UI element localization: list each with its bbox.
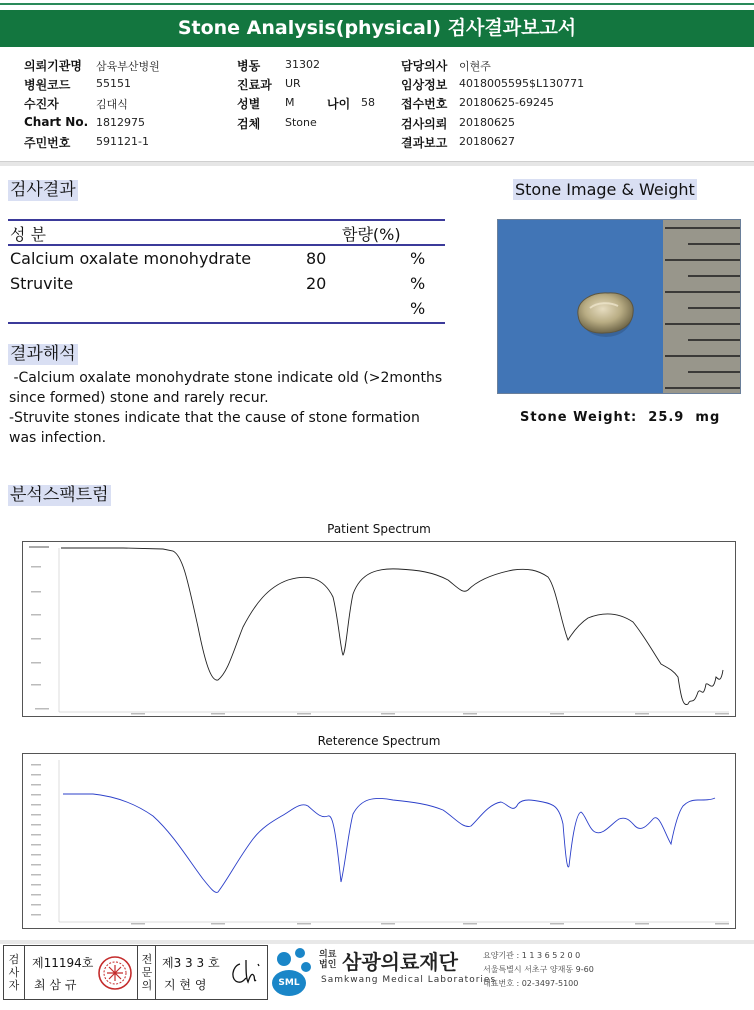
component-value: 20 [306, 274, 327, 293]
patient-spectrum-chart [22, 541, 736, 717]
sig-divider [155, 946, 156, 999]
info-label: 병원코드 [24, 78, 71, 92]
table-top-line [8, 219, 445, 221]
component-unit: % [410, 274, 426, 293]
info-label: 진료과 [237, 78, 272, 92]
stone-weight: Stone Weight: 25.9 mg [520, 410, 721, 425]
org-prefix-top: 의료 [319, 950, 337, 960]
org-institution-code: 요양기관 : 1 1 3 6 5 2 0 0 [483, 951, 581, 960]
org-prefix [319, 950, 336, 970]
component-unit: % [410, 249, 426, 268]
info-label: 담당의사 [401, 59, 448, 73]
stone-photo [497, 219, 741, 394]
info-value: 삼육부산병원 [96, 60, 160, 73]
info-value: 20180627 [459, 135, 515, 148]
reference-spectrum-title: Reterence Spectrum [317, 734, 441, 748]
org-name-en: Samkwang Medical Laboratories [321, 975, 497, 985]
top-accent-line [0, 3, 754, 5]
info-label: 주민번호 [24, 136, 71, 150]
org-prefix-bottom: 법인 [319, 960, 337, 970]
info-label: Chart No. [24, 115, 89, 129]
signature-box [3, 945, 268, 1000]
info-value: 이현주 [459, 60, 491, 73]
info-value: 4018005595$L130771 [459, 77, 585, 90]
patient-info [0, 52, 754, 158]
specialist-label-char: 전 [141, 953, 153, 966]
patient-spectrum-title: Patient Spectrum [327, 522, 431, 536]
examiner-label-char: 사 [8, 966, 20, 979]
component-unit: % [410, 299, 426, 318]
interpretation-line: since formed) stone and rarely recur. [9, 390, 269, 406]
info-label: 검체 [237, 117, 261, 131]
reference-spectrum-chart [22, 753, 736, 929]
examiner-license: 제11194호 [32, 956, 94, 970]
specialist-license: 제3 3 3 호 [162, 956, 220, 970]
info-value: 김대식 [96, 98, 128, 111]
logo-text: SML [278, 978, 300, 988]
interpretation-title: 결과해석 [10, 344, 76, 364]
specialist-label-char: 의 [141, 979, 153, 992]
col-header-content: 함량(%) [342, 225, 401, 244]
info-label: 수진자 [24, 97, 59, 111]
results-title: 검사결과 [10, 180, 76, 200]
specialist-label [140, 953, 154, 992]
info-label: 임상정보 [401, 78, 448, 92]
org-address: 서울특별시 서초구 양재동 9-60 [483, 965, 594, 974]
reference-spectrum-plot [23, 754, 735, 928]
col-header-component: 성 분 [10, 225, 46, 244]
examiner-seal [97, 954, 133, 992]
info-label: 결과보고 [401, 136, 448, 150]
info-label: 병동 [237, 59, 261, 73]
table-header-line [8, 244, 445, 246]
info-label: 접수번호 [401, 97, 448, 111]
interpretation-line: -Calcium oxalate monohydrate stone indicate old (>2months [9, 370, 443, 386]
examiner-name: 최 삼 규 [34, 978, 77, 992]
component-name: Calcium oxalate monohydrate [10, 249, 252, 268]
stone-photo-drawing [498, 220, 741, 394]
sml-logo-icon [270, 945, 316, 999]
org-name: 삼광의료재단 [342, 950, 458, 974]
age-label: 나이 [327, 97, 351, 111]
sig-divider [24, 946, 25, 999]
report-title: Stone Analysis(physical) 검사결과보고서 [0, 10, 754, 47]
info-value: 55151 [96, 77, 131, 90]
patient-spectrum-plot [23, 542, 735, 716]
interpretation-text [9, 368, 489, 448]
info-label: 검사의뢰 [401, 117, 448, 131]
component-value: 80 [306, 249, 327, 268]
interpretation-line: was infection. [9, 430, 107, 446]
examiner-label [7, 953, 21, 992]
examiner-label-char: 검 [8, 953, 20, 966]
info-value: Stone [285, 116, 317, 129]
info-value: 591121-1 [96, 135, 149, 148]
sig-divider [137, 946, 138, 999]
info-value: 31302 [285, 58, 320, 71]
info-label: 성별 [237, 97, 261, 111]
stone-title: Stone Image & Weight [515, 180, 695, 199]
interpretation-line: -Struvite stones indicate that the cause of stone formation [9, 410, 420, 426]
footer-separator [0, 940, 754, 944]
specialist-name: 지 현 영 [164, 978, 207, 992]
specialist-signature [226, 954, 266, 990]
specialist-label-char: 문 [141, 966, 153, 979]
component-name: Struvite [10, 274, 74, 293]
info-value: 1812975 [96, 116, 145, 129]
examiner-label-char: 자 [8, 979, 20, 992]
info-value: 20180625-69245 [459, 96, 554, 109]
section-separator [0, 161, 754, 166]
spectrum-title: 분석스팩트럼 [10, 485, 109, 505]
age-value: 58 [361, 96, 375, 109]
info-value: 20180625 [459, 116, 515, 129]
info-label: 의뢰기관명 [24, 59, 82, 73]
table-bottom-line [8, 322, 445, 324]
info-value: UR [285, 77, 301, 90]
info-value: M [285, 96, 295, 109]
org-phone: 대표번호 : 02-3497-5100 [483, 979, 579, 988]
